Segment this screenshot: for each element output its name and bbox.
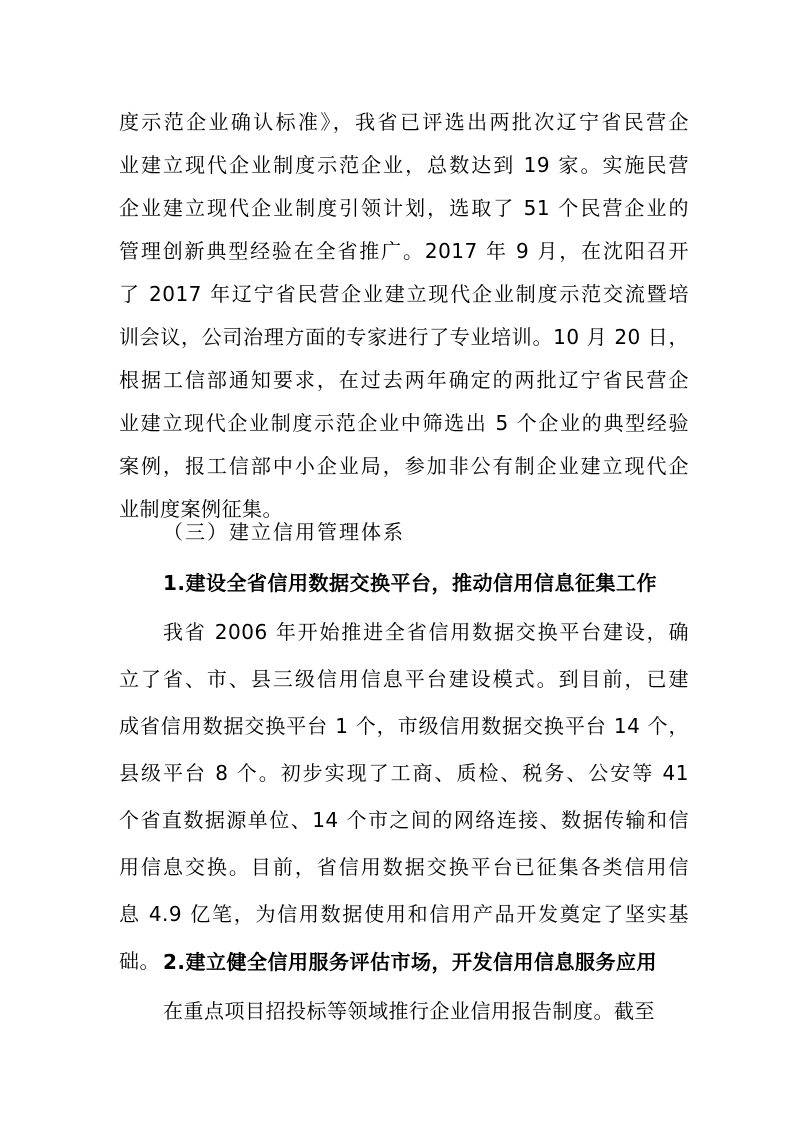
paragraph-line: 度示范企业确认标准》，我省已评选出两批次辽宁省民营企 [119,110,689,134]
section-heading: （三）建立信用管理体系 [163,520,405,544]
paragraph-line: 用信息交换。目前，省信用数据交换平台已征集各类信用信 [119,855,689,879]
paragraph-line: 根据工信部通知要求，在过去两年确定的两批辽宁省民营企 [119,368,689,392]
paragraph-line: 础。 [119,949,160,973]
subsection-heading: 2.建立健全信用服务评估市场，开发信用信息服务应用 [163,950,658,974]
paragraph-line: 业建立现代企业制度示范企业，总数达到 19 家。实施民营 [119,153,689,177]
paragraph-line: 业建立现代企业制度示范企业中筛选出 5 个企业的典型经验 [119,411,689,435]
paragraph-line: 我省 2006 年开始推进全省信用数据交换平台建设，确 [163,620,689,644]
subsection-heading: 1.建设全省信用数据交换平台，推动信用信息征集工作 [163,571,658,595]
paragraph-line: 个省直数据源单位、14 个市之间的网络连接、数据传输和信 [119,808,689,832]
paragraph-line: 息 4.9 亿笔，为信用数据使用和信用产品开发奠定了坚实基 [119,902,689,926]
paragraph-line: 训会议，公司治理方面的专家进行了专业培训。10 月 20 日， [119,325,689,349]
paragraph-line: 案例，报工信部中小企业局，参加非公有制企业建立现代企 [119,454,689,478]
paragraph-line: 了 2017 年辽宁省民营企业建立现代企业制度示范交流暨培 [119,282,689,306]
paragraph-line: 县级平台 8 个。初步实现了工商、质检、税务、公安等 41 [119,761,689,785]
paragraph-line: 在重点项目招投标等领域推行企业信用报告制度。截至 [163,999,655,1023]
paragraph-line: 业制度案例征集。 [119,497,283,521]
paragraph-line: 企业建立现代企业制度引领计划，选取了 51 个民营企业的 [119,196,689,220]
paragraph-line: 管理创新典型经验在全省推广。2017 年 9 月，在沈阳召开 [119,239,689,263]
paragraph-line: 立了省、市、县三级信用信息平台建设模式。到目前，已建 [119,667,689,691]
paragraph-line: 成省信用数据交换平台 1 个，市级信用数据交换平台 14 个， [119,714,689,738]
